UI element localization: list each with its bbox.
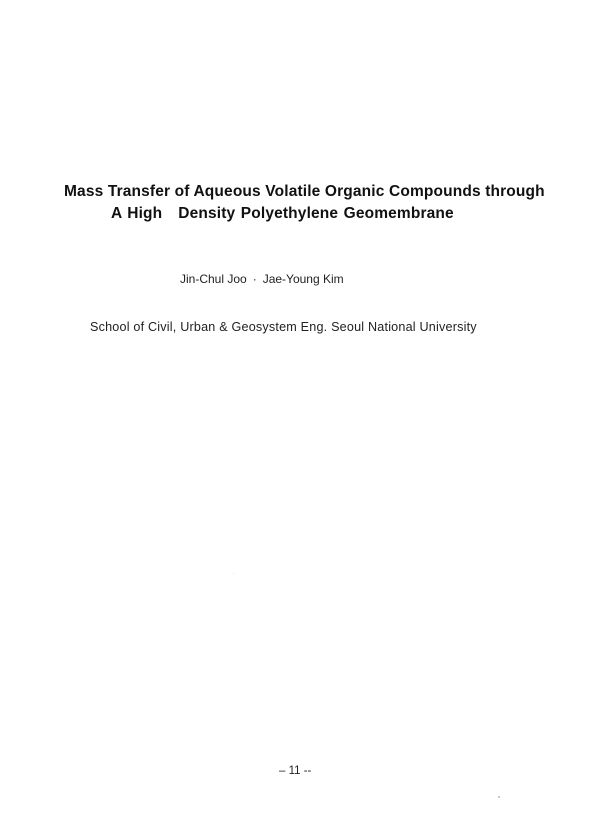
author-affiliation: School of Civil, Urban & Geosystem Eng. Seoul National University	[90, 320, 477, 334]
paper-title-line-2-part-a: A High	[111, 205, 163, 222]
author-name-2: Jae-Young Kim	[262, 272, 344, 286]
author-list	[180, 272, 344, 286]
scan-speck	[498, 796, 500, 798]
author-name-1: Jin-Chul Joo	[180, 272, 247, 286]
author-separator: ·	[252, 272, 257, 286]
scan-speck	[233, 573, 234, 574]
paper-title-line-2-part-b: Density Polyethylene Geomembrane	[178, 205, 454, 222]
paper-title-line-1: Mass Transfer of Aqueous Volatile Organic Compounds through	[64, 183, 545, 200]
page-number: – 11 --	[279, 765, 312, 777]
paper-title-line-2	[111, 205, 454, 223]
